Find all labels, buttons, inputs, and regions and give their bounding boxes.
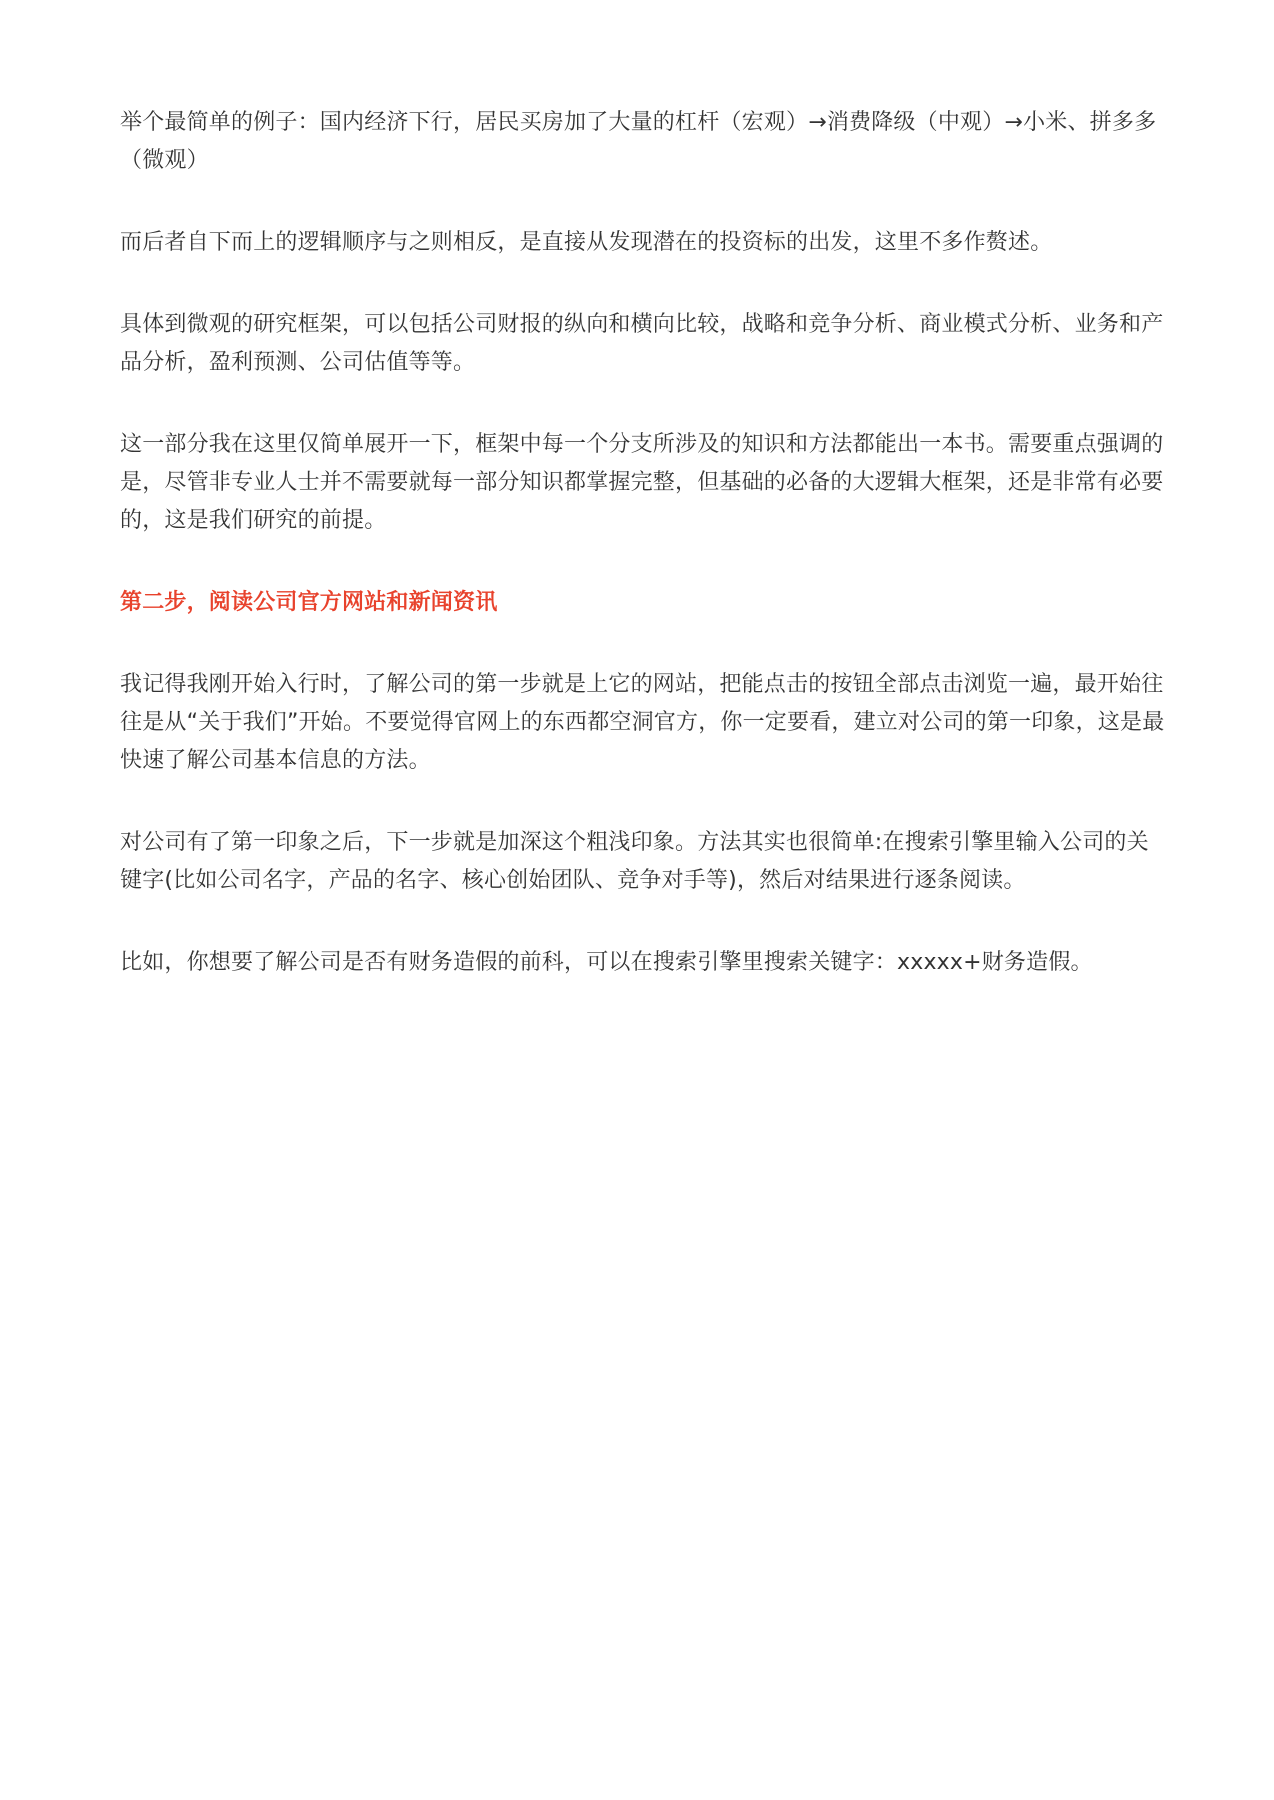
- paragraph-official-website: 我记得我刚开始入行时，了解公司的第一步就是上它的网站，把能点击的按钮全部点击浏览一遍，最开始往往是从“关于我们”开始。不要觉得官网上的东西都空洞官方，你一定要看，建立对公司的第一印象，这是最快速了解公司基本信息的方法。: [120, 672, 1165, 773]
- paragraph-search-engine: 对公司有了第一印象之后，下一步就是加深这个粗浅印象。方法其实也很简单:在搜索引擎里输入公司的关键字(比如公司名字，产品的名字、核心创始团队、竞争对手等)，然后对结果进行逐条阅读。: [120, 830, 1149, 893]
- paragraph-example: 举个最简单的例子：国内经济下行，居民买房加了大量的杠杆（宏观）→消费降级（中观）→小米、拼多多（微观）: [120, 110, 1157, 173]
- document-page: [120, 104, 1165, 1026]
- section-heading-step-two: 第二步，阅读公司官方网站和新闻资讯: [120, 590, 498, 615]
- paragraph-fraud-search: 比如，你想要了解公司是否有财务造假的前科，可以在搜索引擎里搜索关键字：xxxxx+财务造假。: [120, 950, 1093, 975]
- paragraph-micro-framework: 具体到微观的研究框架，可以包括公司财报的纵向和横向比较，战略和竞争分析、商业模式分析、业务和产品分析，盈利预测、公司估值等等。: [120, 312, 1164, 375]
- paragraph-framework-note: 这一部分我在这里仅简单展开一下，框架中每一个分支所涉及的知识和方法都能出一本书。需要重点强调的是，尽管非专业人士并不需要就每一部分知识都掌握完整，但基础的必备的大逻辑大框架，还是非常有必要的，这是我们研究的前提。: [120, 432, 1164, 533]
- paragraph-bottom-up: 而后者自下而上的逻辑顺序与之则相反，是直接从发现潜在的投资标的出发，这里不多作赘述。: [120, 230, 1053, 255]
